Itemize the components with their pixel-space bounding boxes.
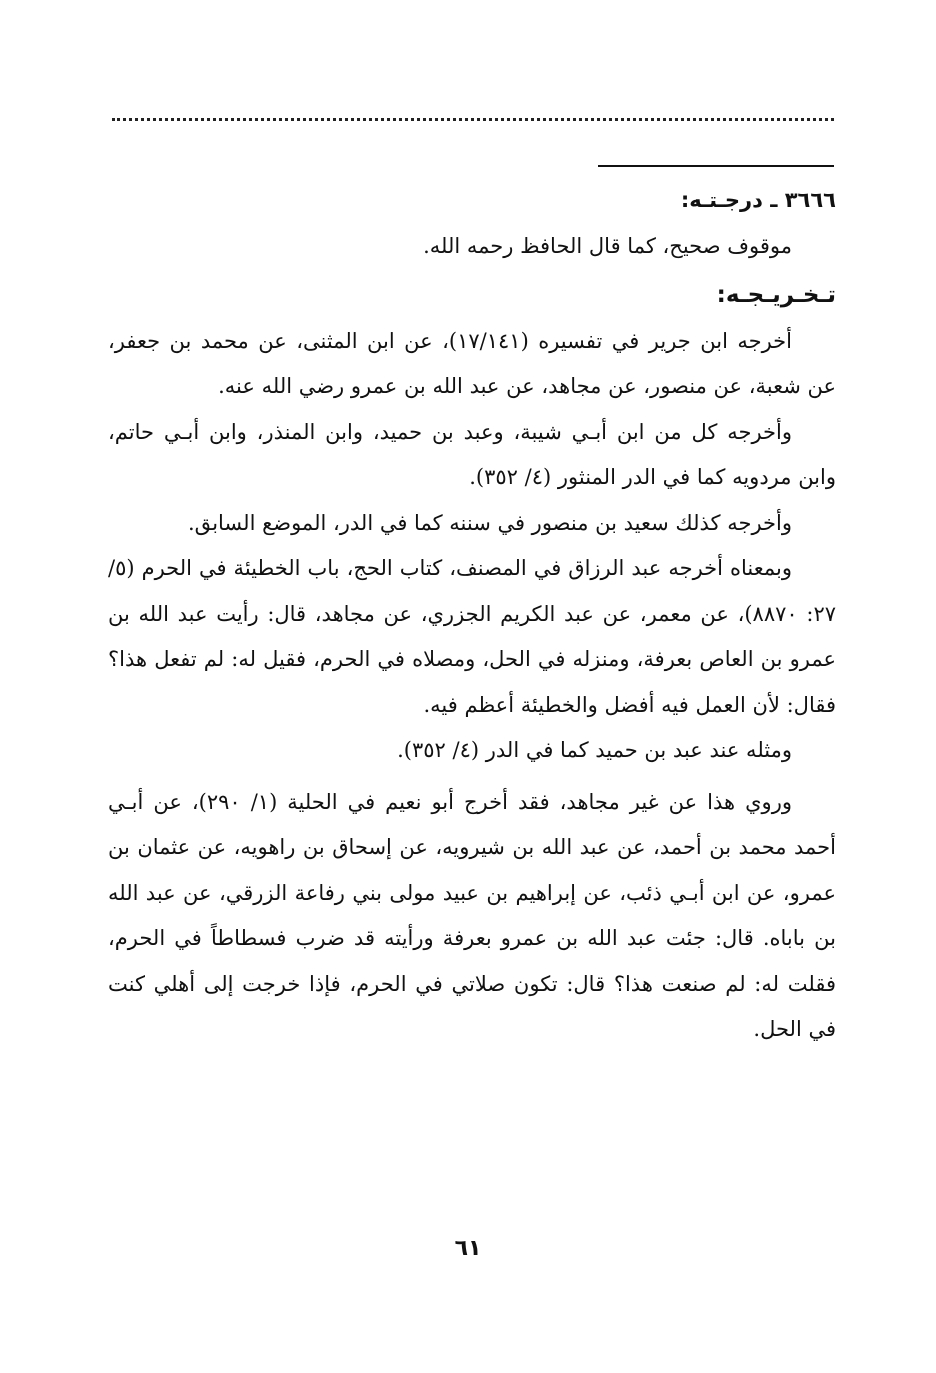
paragraph: وروي هذا عن غير مجاهد، فقد أخرج أبو نعيم في الحلية (١/ ٢٩٠)، عن أبـي أحمد محمد بن أحمد، عن عبد الله بن شيرويه، عن إسحاق بن راهويه، عن عثمان بن عمرو، عن ابن أبـي ذئب، عن إبراهيم بن عبيد مولى بني رفاعة الزرقي، عن عبد الله بن باباه. قال: جئت عبد الله بن عمرو بعرفة ورأيته قد ضرب فسطاطاً في الحرم، فقلت له: لم صنعت هذا؟ قال: تكون صلاتي في الحرم، فإذا خرجت إلى أهلي كنت في الحل. [108, 789, 836, 1041]
section-rule [598, 165, 834, 167]
paragraph: وبمعناه أخرجه عبد الرزاق في المصنف، كتاب الحج، باب الخطيئة في الحرم (٥/ ٢٧: ٨٨٧٠)، عن معمر، عن عبد الكريم الجزري، عن مجاهد، قال: رأيت عبد الله بن عمرو بن العاص بعرفة، ومنزله في الحل، ومصلاه في الحرم، فقيل له: لم تفعل هذا؟ فقال: لأن العمل فيه أفضل والخطيئة أعظم فيه. [108, 556, 836, 717]
text-body [108, 178, 836, 1053]
grade-text: موقوف صحيح، كما قال الحافظ رحمه الله. [423, 233, 792, 258]
paragraph: وأخرجه كل من ابن أبـي شيبة، وعبد بن حميد، وابن المنذر، وابن أبـي حاتم، وابن مردويه كما في الدر المنثور (٤/ ٣٥٢). [108, 419, 836, 489]
page-number: ٦١ [454, 1236, 482, 1261]
takhrij-heading: تـخـريـجـه: [716, 282, 836, 308]
paragraph: ومثله عند عبد بن حميد كما في الدر (٤/ ٣٥٢). [397, 738, 792, 762]
dotted-separator [112, 118, 834, 121]
paragraph: وأخرجه كذلك سعيد بن منصور في سننه كما في الدر، الموضع السابق. [188, 510, 792, 535]
grade-heading: ٣٦٦٦ ـ درجـتـه: [680, 188, 836, 212]
paragraph: أخرجه ابن جرير في تفسيره (١٧/١٤١)، عن ابن المثنى، عن محمد بن جعفر، عن شعبة، عن منصور، عن مجاهد، عن عبد الله بن عمرو رضي الله عنه. [108, 328, 836, 398]
